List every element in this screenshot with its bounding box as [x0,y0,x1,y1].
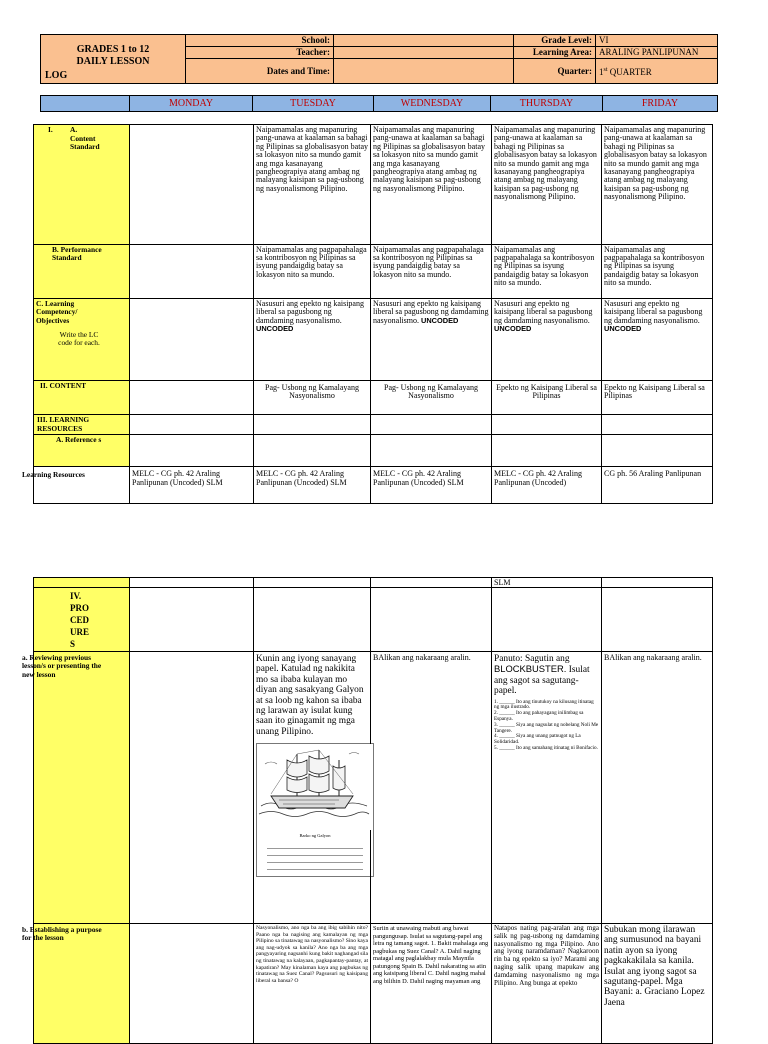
learning-resources-wed: MELC - CG ph. 42 Araling Panlipunan (Uncoded) SLM [371,467,492,504]
header-table [40,34,718,84]
review-tue-text: Kunin ang iyong sanayang papel. Katulad ng nakikita mo sa ibaba kulayan mo diyan ang sasakyang Galyon at sa loob ng kahon sa ibaba ng larawan ay isulat kung saan ito ginagamit ng mga unang Pilipino. [256,654,364,737]
review-thu-bold: BLOCKBUSTER. [494,663,567,675]
quarter-suffix: st [603,66,608,73]
procedures-fri [602,588,713,652]
grade-label: Grade Level: [514,35,596,47]
review-label [22,652,130,924]
competency-fri-text: Nasusuri ang epekto ng kaisipang liberal sa pagusbong ng damdaming nasyonalismo. [604,298,703,325]
grade-value[interactable]: VI [596,35,718,47]
content-standard-letter: A. [70,125,78,134]
quarter-text: QUARTER [607,66,652,77]
reference-text: A. Reference s [56,435,102,445]
competency-wed-text: Nasusuri ang epekto ng kaisipang liberal sa pagusbong ng damdaming nasyonalismo. [373,298,489,325]
content-label: II. CONTENT [34,380,130,415]
competency-fri-uncoded: UNCODED [604,323,642,333]
galleon-ship-icon [257,744,371,830]
competency-tue [254,298,371,380]
content-tue: Pag- Usbong ng Kamalayang Nasyonalismo [254,380,371,415]
purpose-tue: Nasyonalismo, ano nga ba ang ibig sabihin nito? Paano nga ba nagising ang kamalayan ng mga Pilipino sa tinatawag na nasyonalismo? Sino kaya ang nag-udyok sa kanila? Ano nga ba ang mga pangyayaring nagsanhi kung bakit naghangad sila ng tinatawag na kalayaan, pagkapantay-pantay, at kapatiran? May kinalaman kaya ang pagbukas ng tinatawag na Suez Canal? Pagsusuri ng kaisipang liberal sa bansa? O [254,924,371,1044]
slm-cont-label [34,578,130,588]
reference-mon [130,435,254,467]
competency-wed-uncoded: UNCODED [421,315,459,325]
learning-resources-thu: MELC - CG ph. 42 Araling Panlipunan (Uncoded) [492,467,602,504]
competency-label [34,298,130,380]
performance-standard-mon [130,244,254,298]
slm-cont-fri [602,578,713,588]
slm-cont-mon [130,578,254,588]
content-standard-fri: Naipamamalas ang mapanuring pang-unawa at kaalaman sa bahagi ng Pilipinas sa globalisasyon batay sa lokasyon nito sa mundo gamit ang mga kasanayang pangheograpiya atang ambag ng malayang kaisipan sa pag-usbong ng nasyonalismong Pilipino. [602,125,713,245]
content-thu: Epekto ng Kaisipang Liberal sa Pilipinas [492,380,602,415]
procedures-text: IV. PRO CED URE S [70,591,90,649]
blockbuster-items [494,700,599,752]
procedures-thu [492,588,602,652]
day-thursday: THURSDAY [491,96,603,112]
purpose-thu: Natapos nating pag-aralan ang mga salik ng pag-usbong ng damdaming nasyonalismo ng mga Pilipino. Ano ang iyong naramdaman? Nagkaroon rin ba ng epekto sa iyo? Marami ang naging salik upang mapukaw ang damdaming nasyonalismo ng mga Pilipino. Ang bunga at epekto [492,924,602,1044]
competency-thu-text: Nasusuri ang epekto ng kaisipang liberal sa pagusbong ng damdaming nasyonalismo. [494,298,593,325]
slm-cont-tue [254,578,371,588]
purpose-label [22,924,130,1044]
purpose-mon [130,924,254,1044]
blockbuster-item: 4. ______ Siya ang unang patnugot ng La Solidaridad. [494,733,581,746]
school-label: School: [186,35,334,47]
purpose-wed: Suriin at unawaing mabuti ang bawat pangungusap. Isulat sa sagutang-papel ang letra ng tamang sagot. 1. Bakit mahalaga ang pagbukas ng Suez Canal? A. Dahil naging matagal ang paglalakbay mula Maynila patungong Spain B. Dahil nakarating sa atin ang kaisipang liberal C. Dahil naging mahal ang bilihin D. Dahil naging mayaman ang [371,924,492,1044]
content-standard-thu: Naipamamalas ang mapanuring pang-unawa at kaalaman sa bahagi ng Pilipinas sa globalisasyon batay sa lokasyon nito sa mundo gamit ang mga kasanayang pangheograpiya atang ambag ng malayang kaisipan sa pag-usbong ng nasyonalismong Pilipino. [492,125,602,245]
performance-standard-text: B. Performance Standard [52,244,102,262]
learning-resources-label [22,467,130,504]
content-standard-num: I. [48,125,53,134]
reference-fri [602,435,713,467]
quarter-label: Quarter: [514,59,596,84]
review-fri: BAlikan ang nakaraang aralin. [602,652,713,924]
dll-title-line3: LOG [45,70,68,81]
procedures-tue [254,588,371,652]
competency-text: C. Learning Competency/ Objectives [36,298,78,325]
review-tue [254,652,371,924]
reference-label [34,435,130,467]
review-thu-instructions [494,654,599,697]
learning-resources-mon: MELC - CG ph. 42 Araling Panlipunan (Uncoded) SLM [130,467,254,504]
content-wed: Pag- Usbong ng Kamalayang Nasyonalismo [371,380,492,415]
content-standard-wed: Naipamamalas ang mapanuring pang-unawa at kaalaman sa bahagi ng Pilipinas sa globalisasyon batay sa lokasyon nito sa mundo gamit ang mga kasanayang pangheograpiya atang ambag ng malayang kaisipan sa pag-usbong ng nasyonalismong Pilipino. [371,125,492,245]
competency-tue-text: Nasusuri ang epekto ng kaisipang liberal sa pagusbong ng damdaming nasyonalismo. [256,298,364,325]
content-standard-tue: Naipamamalas ang mapanuring pang-unawa at kaalaman sa bahagi ng Pilipinas sa globalisasyon batay sa lokasyon nito sa mundo gamit ang mga kasanayang pangheograpiya atang ambag ng malayang kaisipan sa pag-usbong ng nasyonalismong Pilipino. [254,125,371,245]
area-label: Learning Area: [514,47,596,59]
procedures-mon [130,588,254,652]
galleon-answer-lines [267,842,363,870]
galleon-worksheet-image [256,743,374,877]
learning-resources-text: Learning Resources [22,470,85,480]
content-standard-text: Content Standard [70,134,100,152]
lesson-table-2 [22,577,713,1044]
slm-cont-thu: SLM [492,578,602,588]
competency-fri [602,298,713,380]
dll-title-line2: DAILY LESSON [76,56,150,67]
dll-title-line1: GRADES 1 to 12 [76,44,150,55]
purpose-fri: Subukan mong ilarawan ang sumusunod na bayani natin ayon sa iyong pagkakakilala sa kanila. Isulat ang iyong sagot sa sagutang-papel. Mga Bayani: a. Graciano Lopez Jaena [602,924,713,1044]
resources-thu [492,415,602,435]
teacher-label: Teacher: [186,47,334,59]
dates-field[interactable] [334,59,514,84]
blockbuster-item: 3. ______ Siya ang nagsulat ng nobelang Noli Me Tangere. [494,721,599,734]
learning-resources-tue: MELC - CG ph. 42 Araling Panlipunan (Uncoded) SLM [254,467,371,504]
day-wednesday: WEDNESDAY [374,96,491,112]
review-thu-rest: Isulat ang sagot sa sagutang-papel. [494,665,590,697]
content-fri: Epekto ng Kaisipang Liberal sa Pilipinas [602,380,713,415]
content-standard-mon [130,125,254,245]
performance-standard-tue: Naipamamalas ang pagpapahalaga sa kontribosyon ng Pilipinas sa isyung pandaigdig batay sa lokasyon nito sa mundo. [254,244,371,298]
reference-wed [371,435,492,467]
quarter-number: 1 [599,66,604,77]
reference-thu [492,435,602,467]
blockbuster-item: 1. ______ Ito ang tinutukoy na kilusang itinatag ng mga ilustrado. [494,698,594,711]
area-value[interactable]: ARALING PANLIPUNAN [596,47,718,59]
performance-standard-fri: Naipamamalas ang pagpapahalaga sa kontribosyon ng Pilipinas sa isyung pandaigdig batay sa lokasyon nito sa mundo. [602,244,713,298]
quarter-value[interactable] [596,59,718,84]
blockbuster-item: 2. ______ Ito ang pahayagang inilimbag sa Espanya. [494,710,584,723]
review-mon [130,652,254,924]
purpose-text: b. Establishing a purpose for the lesson [22,925,102,943]
competency-thu [492,298,602,380]
resources-tue [254,415,371,435]
galleon-caption: Barko ng Galyon [299,832,331,838]
teacher-field[interactable] [334,47,514,59]
performance-standard-label [34,244,130,298]
resources-mon [130,415,254,435]
content-standard-label [34,125,130,245]
competency-wed [371,298,492,380]
content-mon [130,380,254,415]
procedures-wed [371,588,492,652]
day-tuesday: TUESDAY [253,96,374,112]
review-text: a. Reviewing previous lesson/s or presenting the new lesson [22,653,102,679]
competency-mon [130,298,254,380]
resources-label: III. LEARNING RESOURCES [34,415,130,435]
lesson-table-1 [22,124,713,504]
competency-thu-uncoded: UNCODED [494,323,532,333]
competency-tue-uncoded: UNCODED [256,323,294,333]
procedures-label [34,588,130,652]
dll-title-cell [41,35,186,84]
resources-fri [602,415,713,435]
resources-wed [371,415,492,435]
learning-resources-fri: CG ph. 56 Araling Panlipunan [602,467,713,504]
performance-standard-thu: Naipamamalas ang pagpapahalaga sa kontribosyon ng Pilipinas sa isyung pandaigdig batay sa lokasyon nito sa mundo. [492,244,602,298]
day-monday: MONDAY [130,96,253,112]
dates-label: Dates and Time: [186,59,334,84]
day-header-blank [41,96,130,112]
school-field[interactable] [334,35,514,47]
review-thu-intro: Panuto: Sagutin ang [494,654,570,664]
performance-standard-wed: Naipamamalas ang pagpapahalaga sa kontribosyon ng Pilipinas sa isyung pandaigdig batay sa lokasyon nito sa mundo. [371,244,492,298]
slm-cont-wed [371,578,492,588]
day-header-row [40,95,718,112]
day-friday: FRIDAY [603,96,718,112]
review-wed: BAlikan ang nakaraang aralin. [371,652,492,924]
review-thu [492,652,602,924]
reference-tue [254,435,371,467]
blockbuster-item: 5. ______ Ito ang samahang itinatag ni Bonifacio. [494,745,598,751]
competency-sublabel: Write the LC code for each. [58,329,100,348]
